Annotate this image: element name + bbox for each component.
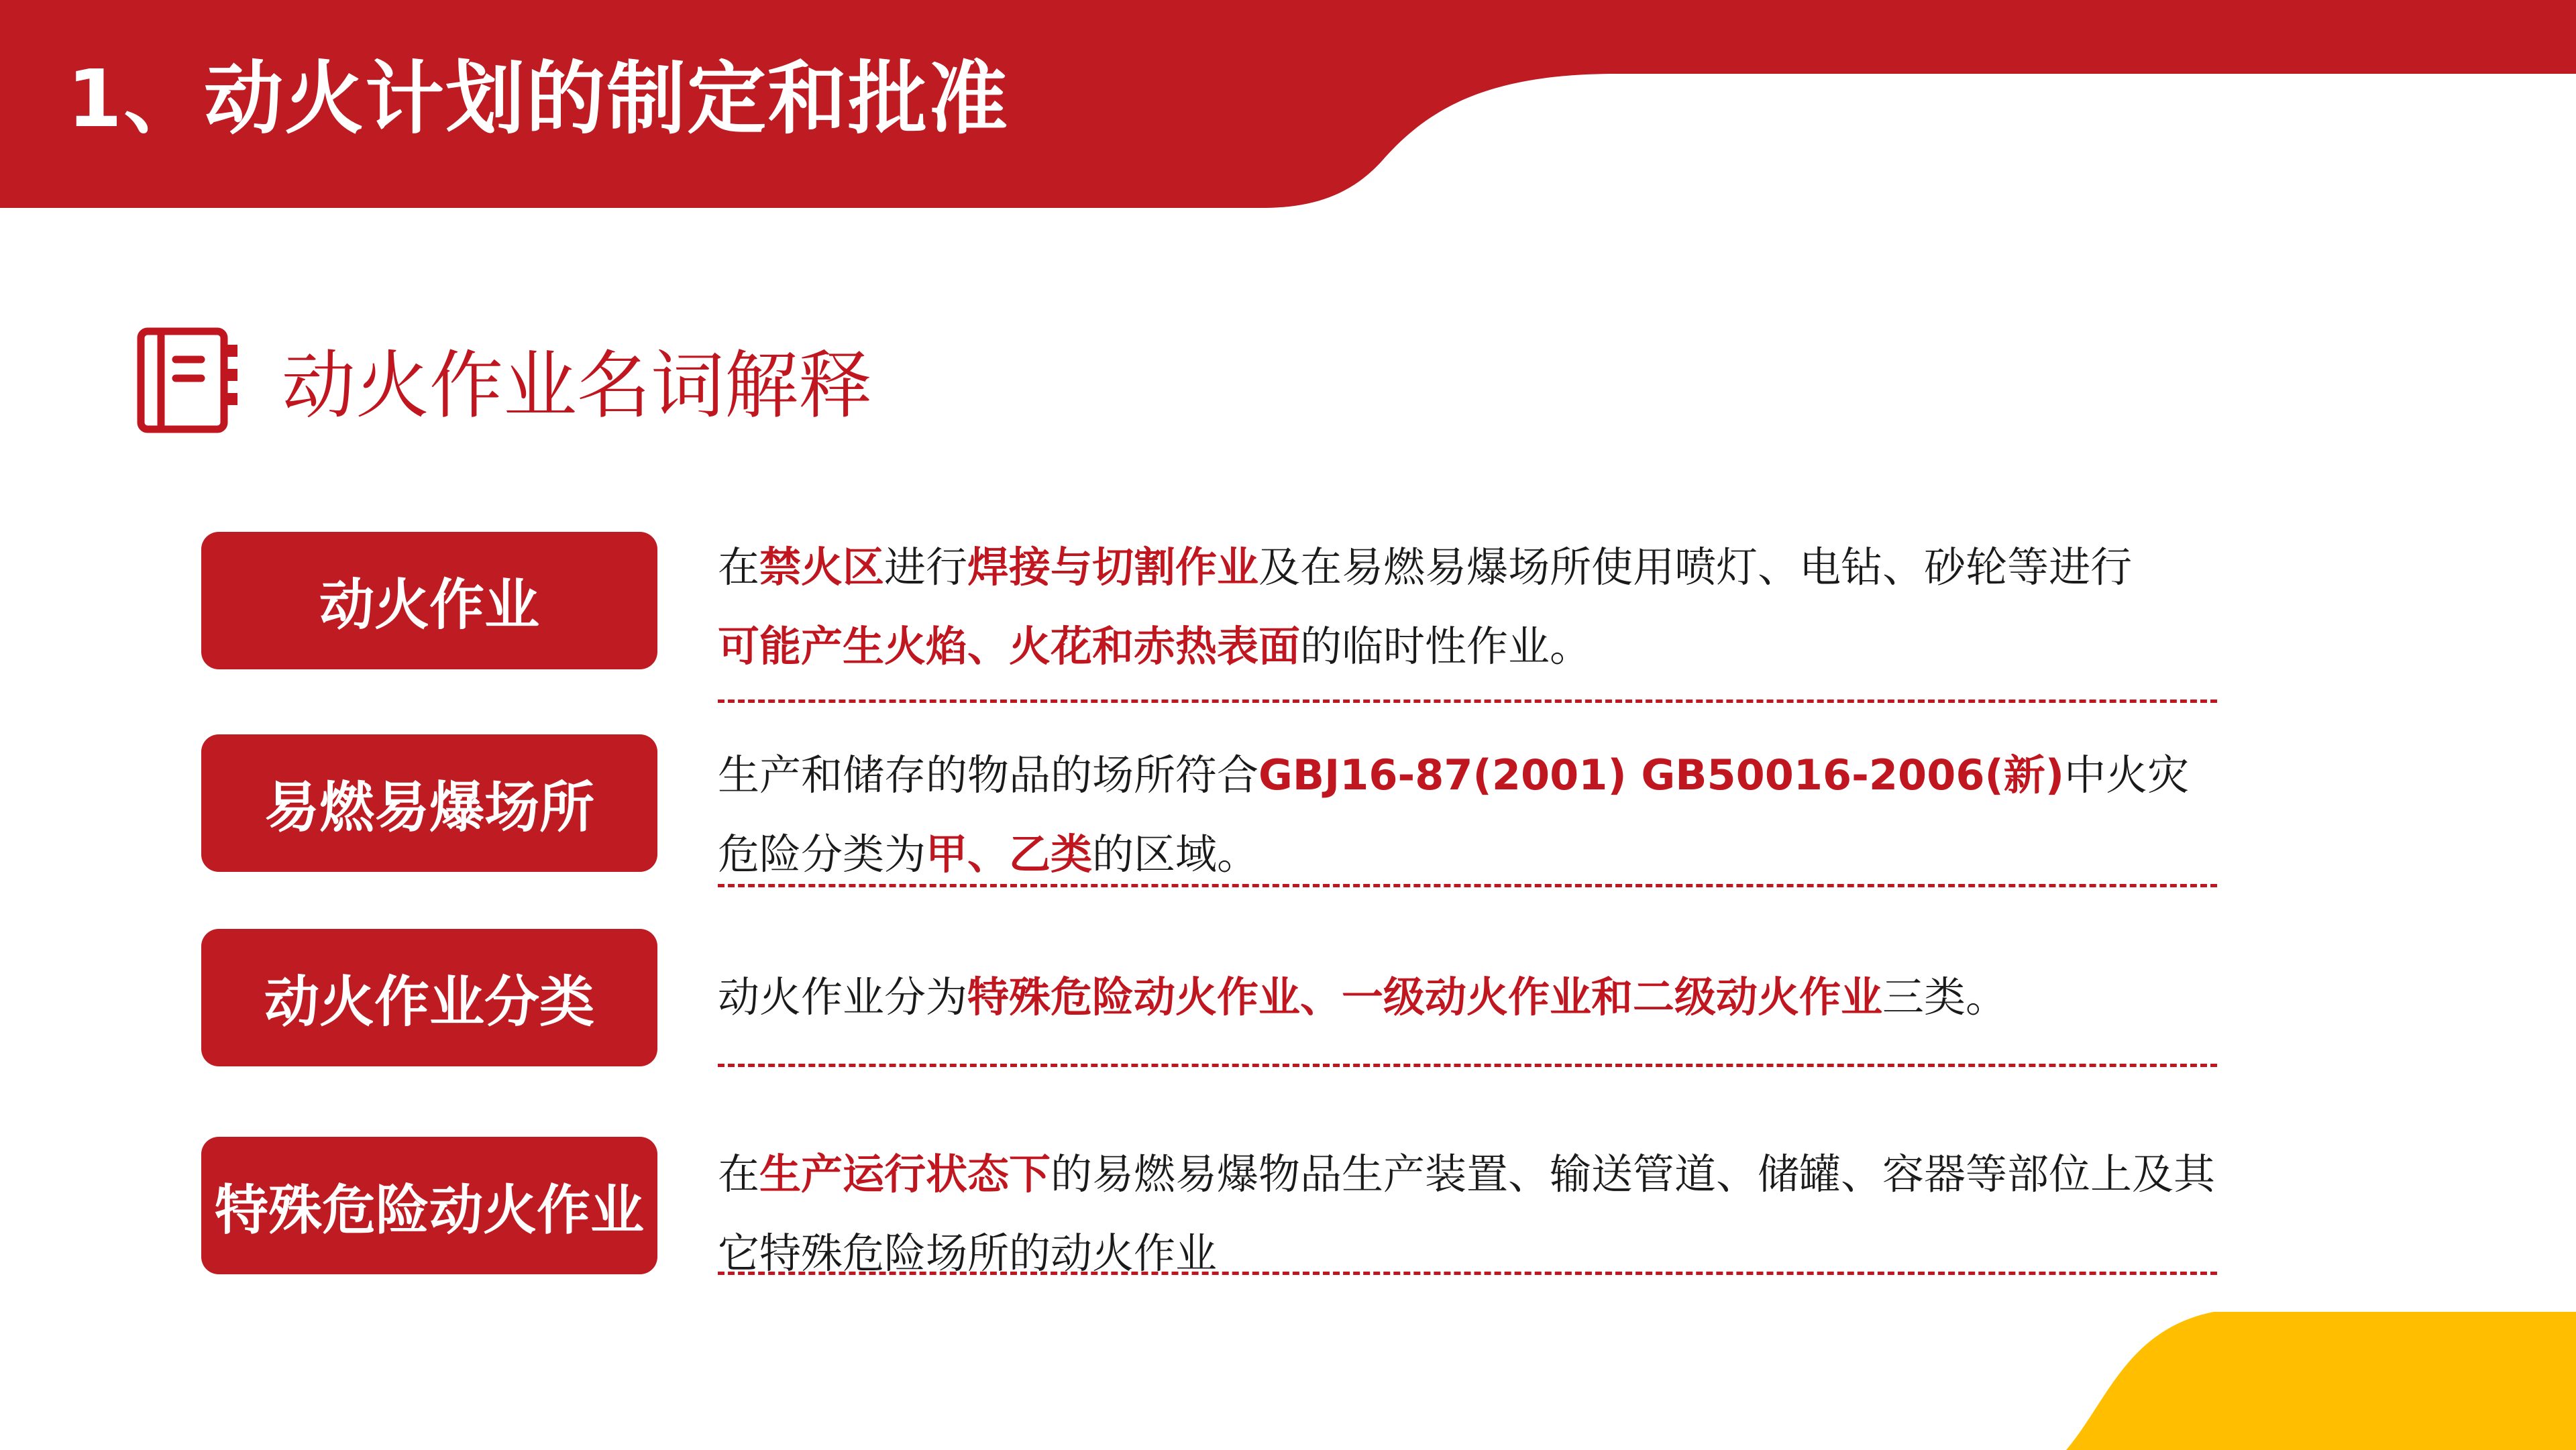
def-segment: 中火灾危险分类为 — [718, 750, 2190, 879]
def-highlight: 生产运行状态下 — [759, 1150, 1051, 1198]
dashed-divider — [718, 884, 2217, 887]
term-label-hot-work-classes: 动火作业分类 — [201, 929, 657, 1066]
def-highlight: 焊接与切割作业 — [967, 543, 1259, 592]
def-segment: 在 — [718, 543, 760, 592]
def-segment: 在 — [718, 1150, 760, 1198]
slide-title: 1、动火计划的制定和批准 — [67, 52, 1010, 145]
def-segment: 生产和储存的物品的场所符合 — [718, 750, 1259, 799]
corner-accent — [2066, 1309, 2576, 1450]
term-definition-flammable-area — [718, 736, 2227, 894]
term-label-flammable-area: 易燃易爆场所 — [201, 734, 657, 872]
def-segment: 三类。 — [1882, 972, 2008, 1021]
notebook-icon — [134, 327, 241, 435]
term-definition-hot-work — [718, 528, 2227, 686]
term-label-hot-work: 动火作业 — [201, 532, 657, 669]
def-highlight: 特殊危险动火作业、一级动火作业和二级动火作业 — [967, 972, 1883, 1021]
def-highlight: 可能产生火焰、火花和赤热表面 — [718, 622, 1301, 671]
def-segment: 动火作业分为 — [718, 972, 968, 1021]
dashed-divider — [718, 1064, 2217, 1067]
term-definition-hot-work-classes — [718, 958, 2227, 1037]
def-segment: 进行 — [884, 543, 968, 592]
def-segment: 的区域。 — [1092, 830, 1259, 879]
def-highlight: GBJ16-87(2001) GB50016-2006(新) — [1258, 750, 2065, 799]
section-title: 动火作业名词解释 — [282, 343, 872, 429]
def-segment: 的临时性作业。 — [1300, 622, 1592, 671]
def-segment: 及在易燃易爆场所使用喷灯、电钻、砂轮等进行 — [1258, 543, 2133, 592]
dashed-divider — [718, 700, 2217, 703]
term-definition-special-hot-work — [718, 1135, 2227, 1293]
def-highlight: 甲、乙类 — [926, 830, 1093, 879]
dashed-divider — [718, 1272, 2217, 1275]
term-label-special-hot-work: 特殊危险动火作业 — [201, 1137, 657, 1274]
def-highlight: 禁火区 — [759, 543, 885, 592]
def-segment: 的易燃易爆物品生产装置、输送管道、储罐、容器等部位上及其它特殊危险场所的动火作业 — [718, 1150, 2216, 1278]
